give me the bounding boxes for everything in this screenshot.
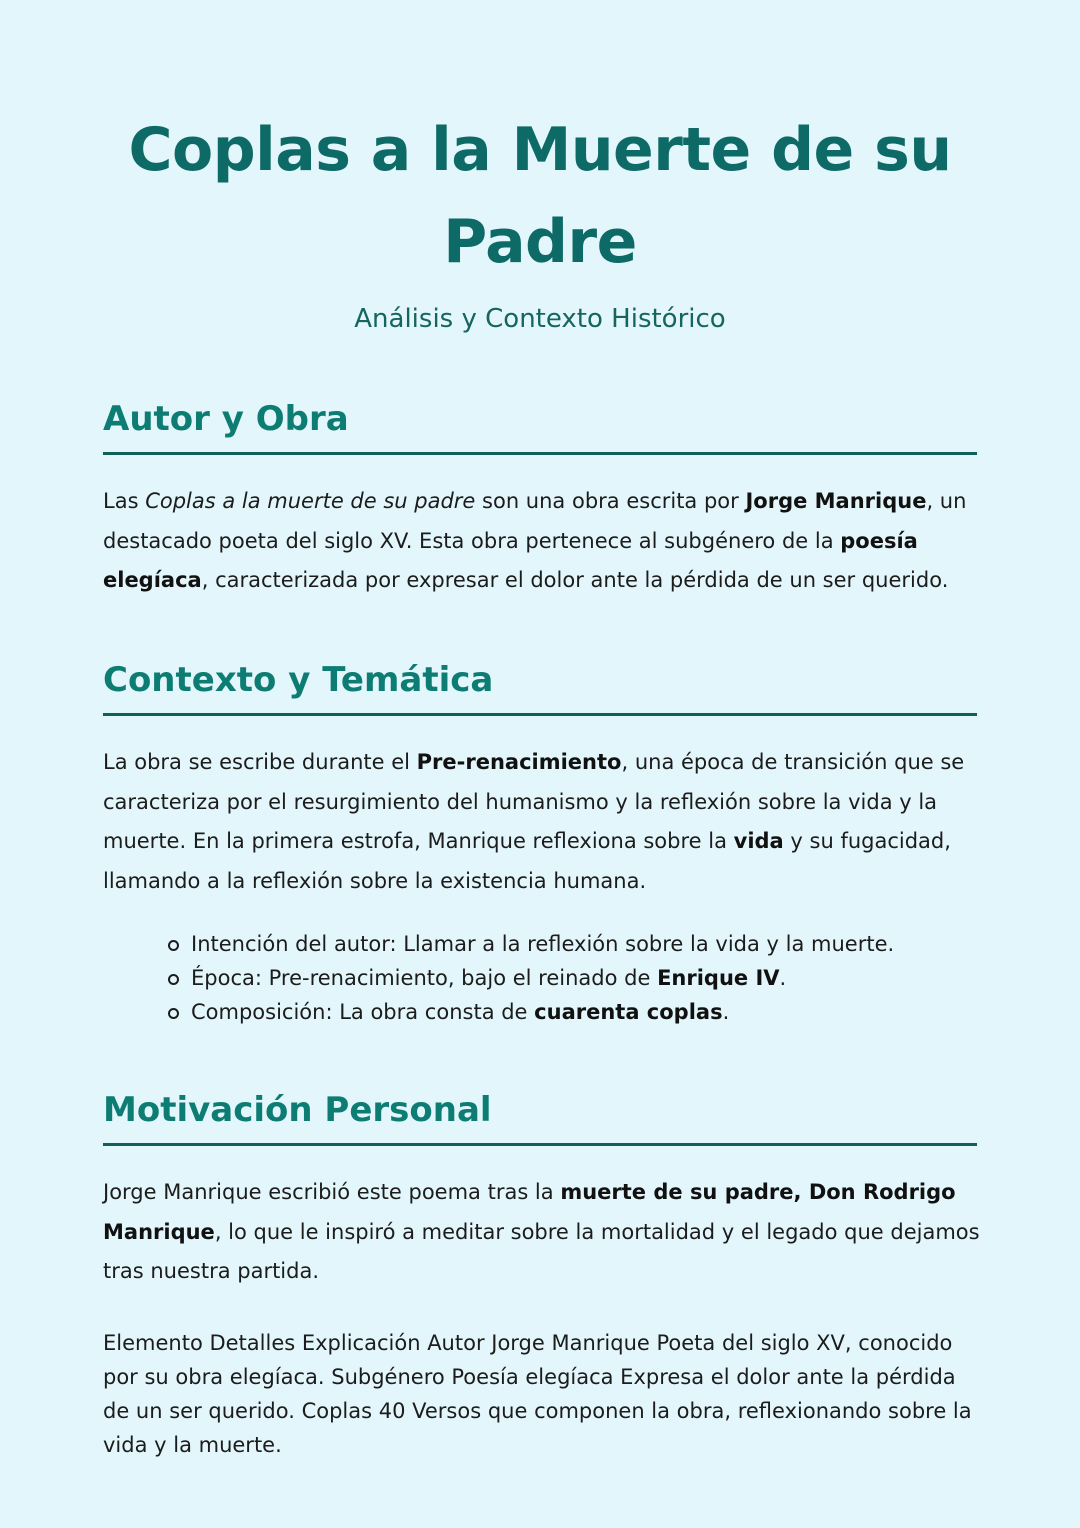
section-divider (103, 452, 977, 455)
list-item-text: Composición: La obra consta de (191, 1000, 535, 1024)
text-run: Jorge Manrique escribió este poema tras la (103, 1180, 561, 1204)
bold-life: vida (733, 829, 784, 853)
list-item-bold: cuarenta coplas (534, 1000, 723, 1024)
text-run: , lo que le inspiró a meditar sobre la mortalidad y el legado que dejamos tras nuestra partida. (103, 1219, 980, 1283)
list-item-bold: Enrique IV (657, 966, 780, 990)
page-subtitle: Análisis y Contexto Histórico (354, 304, 726, 334)
section-heading-contexto: Contexto y Temática (103, 660, 494, 700)
list-item (191, 961, 991, 995)
section-heading-autor-obra: Autor y Obra (103, 399, 349, 439)
section-paragraph-motivacion (103, 1173, 983, 1292)
bullet-circle-icon (168, 1008, 179, 1019)
bold-period: Pre-renacimiento (416, 750, 622, 774)
section-divider (103, 1143, 977, 1146)
bullet-circle-icon (168, 940, 179, 951)
section-paragraph-autor-obra (103, 482, 983, 601)
bullet-list (191, 927, 991, 1029)
italic-work-title: Coplas a la muerte de su padre (145, 489, 476, 513)
list-item-text: . (722, 1000, 730, 1024)
bold-father-name: muerte de su padre, Don Rodrigo Manrique (103, 1180, 956, 1244)
section-paragraph-contexto (103, 743, 983, 901)
section-heading-motivacion: Motivación Personal (103, 1090, 492, 1130)
text-run: La obra se escribe durante el (103, 750, 417, 774)
list-item-text: Intención del autor: Llamar a la reflexión sobre la vida y la muerte. (191, 932, 895, 956)
text-run: , una época de transición que se caracteriza por el resurgimiento del humanismo y la reflexión sobre la vida y la muerte. En la primera estrofa, Manrique reflexiona sobre la (103, 750, 965, 853)
bold-author-name: Jorge Manrique (745, 489, 927, 513)
section-divider (103, 713, 977, 716)
text-run: , caracterizada por expresar el dolor ante la pérdida de un ser querido. (201, 568, 949, 592)
table-summary-text: Elemento Detalles Explicación Autor Jorge Manrique Poeta del siglo XV, conocido por su obra elegíaca. Subgénero Poesía elegíaca Expresa el dolor ante la pérdida de un ser querido. Coplas 40 Versos que componen la obra, reflexionando sobre la vida y la muerte. (103, 1331, 972, 1457)
text-run: son una obra escrita por (475, 489, 746, 513)
list-item-text: Época: Pre-renacimiento, bajo el reinado de (191, 966, 658, 990)
list-item (191, 995, 991, 1029)
list-item (191, 927, 991, 961)
bullet-circle-icon (168, 974, 179, 985)
bold-genre: poesía elegíaca (103, 528, 918, 592)
text-run: Las (103, 489, 146, 513)
list-item-text: . (779, 966, 787, 990)
text-run: y su fugacidad, llamando a la reflexión sobre la existencia humana. (103, 829, 951, 893)
text-run: , un destacado poeta del siglo XV. Esta obra pertenece al subgénero de la (103, 489, 967, 553)
page-title: Coplas a la Muerte de su Padre (128, 115, 952, 277)
